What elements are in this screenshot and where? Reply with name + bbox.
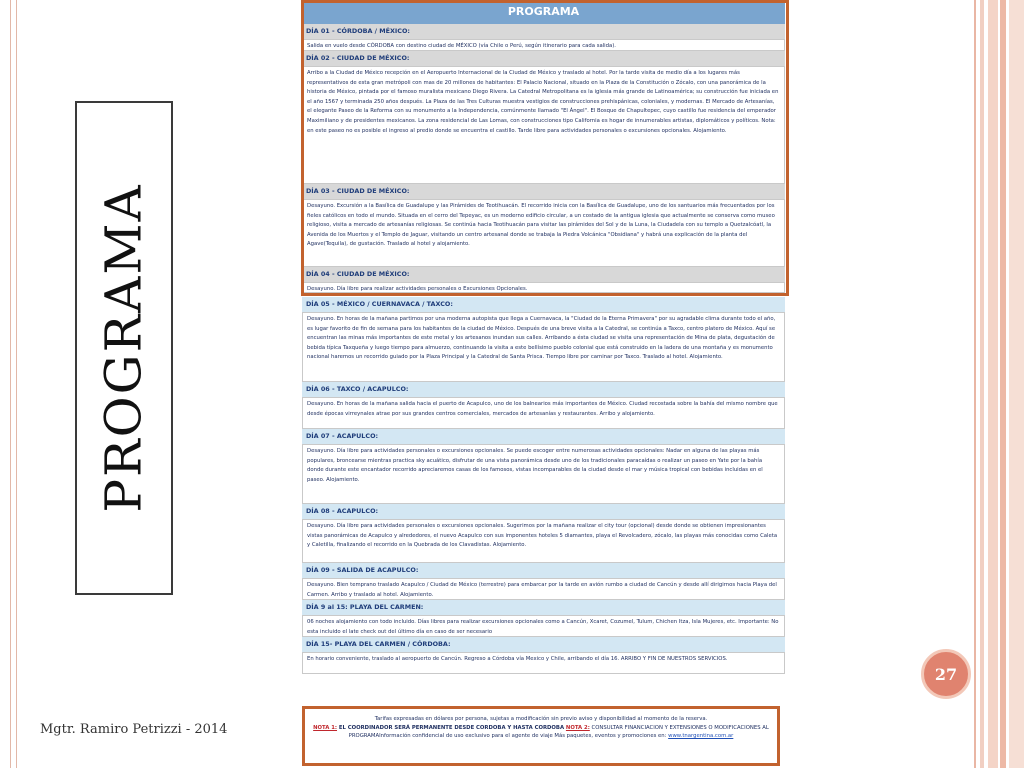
left-border-line-1 [10, 0, 11, 768]
right-stripe-2 [980, 0, 984, 768]
day-block [302, 382, 785, 429]
vertical-title: PROGRAMA [95, 183, 153, 513]
program-header: PROGRAMA [302, 0, 785, 24]
website-link[interactable]: www.tnargentina.com.ar [668, 733, 734, 740]
day-title: DÍA 04 - CIUDAD DE MÉXICO: [302, 267, 785, 282]
right-stripe-1 [974, 0, 976, 768]
day-title: DÍA 03 - CIUDAD DE MÉXICO: [302, 184, 785, 199]
day-text: Desayuno. Día libre para actividades personales o excursiones opcionales. Sugerimos por la mañana realizar el city tour (opcional) desde donde se obtienen impresionantes vistas panorámicas de Acapulco y alrededores, el nuevo Acapulco con sus imponentes hoteles 5 diamantes, playa el Revolcadero, zócalo, las playas más conocidas como Caleta y Caletilla, finalizando el recorrido en la Quebrada de los Clavadistas. Alojamiento. [302, 519, 785, 563]
day-title: DÍA 06 - TAXCO / ACAPULCO: [302, 382, 785, 397]
day-block [302, 504, 785, 563]
day-block [302, 184, 785, 267]
right-stripe-3 [988, 0, 998, 768]
nota-2-text: CONSULTAR FINANCIACION Y EXTENSIONES O MODIFICACIONES AL PROGRAMAInformación confidencial de uso exclusivo para el agente de viaje Más paquetes, eventos y promociones en: [348, 724, 769, 740]
day-title: DÍA 15- PLAYA DEL CARMEN / CÓRDOBA: [302, 637, 785, 652]
right-stripe-4 [1000, 0, 1006, 768]
day-text: 06 noches alojamiento con todo incluido. Días libres para realizar excursiones opcionales como a Cancún, Xcaret, Cozumel, Tulum, Chichen Itza, Isla Mujeres, etc. Importante: No esta incluido el late check out del último día en caso de ser necesario [302, 615, 785, 637]
program-document [298, 0, 789, 768]
notes-line-1: Tarifas expresadas en dólares por persona, sujetas a modificación sin previo aviso y disponibilidad al momento de la reserva. [374, 716, 708, 722]
day-title: DÍA 08 - ACAPULCO: [302, 504, 785, 519]
notes-box [302, 706, 780, 766]
day-block [302, 51, 785, 184]
day-title: DÍA 07 - ACAPULCO: [302, 429, 785, 444]
day-text: Salida en vuelo desde CÓRDOBA con destino ciudad de MÉXICO (vía Chile o Perú, según itinerario para cada salida). [302, 39, 785, 51]
day-block [302, 267, 785, 293]
day-text: Desayuno. En horas de la mañana salida hacia el puerto de Acapulco, uno de los balnearios más importantes de México. Ciudad recostada sobre la bahía del mismo nombre que desde épocas virreynales atrae por sus grandes centros comerciales, mercados de artesanías y restaurantes. Arribo y alojamiento. [302, 397, 785, 429]
nota-1-text: EL COORDINADOR SERÁ PERMANENTE DESDE CORDOBA Y HASTA CORDOBA [337, 724, 566, 731]
day-title: DÍA 02 - CIUDAD DE MÉXICO: [302, 51, 785, 66]
nota-1-label: NOTA 1: [313, 724, 338, 731]
day-text: En horario conveniente, traslado al aeropuerto de Cancún. Regreso a Córdoba vía Mexico y Chile, arribando el día 16. ARRIBO Y FIN DE NUESTROS SERVICIOS. [302, 652, 785, 674]
day-text: Desayuno. Día libre para actividades personales o excursiones opcionales. Se puede escoger entre numerosas actividades opcionales: Nadar en alguna de las playas más populares, broncearse mientras practica sky acuático, disfrutar de una vista panorámica desde uno de los tradicionales paracaídas o realizar un paseo en Yate por la bahía donde durante este encantador recorrido apreciaremos casas de los famosos, vistas incomparables de la ciudad desde el mar y música tropical con bebidas incluidas en el paseo. Alojamiento. [302, 444, 785, 504]
day-block [302, 637, 785, 674]
day-title: DÍA 05 - MÉXICO / CUERNAVACA / TAXCO: [302, 297, 785, 312]
day-title: DÍA 01 - CÓRDOBA / MÉXICO: [302, 24, 785, 39]
day-block [302, 563, 785, 600]
day-block [302, 24, 785, 51]
day-block [302, 429, 785, 504]
day-text: Desayuno. Bien temprano traslado Acapulco / Ciudad de México (terrestre) para embarcar por la tarde en avión rumbo a ciudad de Cancún y desde allí dirigirnos hacia Playa del Carmen. Arribo y traslado al hotel. Alojamiento. [302, 578, 785, 600]
day-text: Desayuno. Excursión a la Basílica de Guadalupe y las Pirámides de Teotihuacán. El recorrido inicia con la Basílica de Guadalupe, uno de los santuarios más frecuentados por los fieles católicos en todo el mundo. Situada en el cerro del Tepeyac, es un moderno edificio circular, a un costado de la antigua iglesia que actualmente se conserva como museo religioso, visita a mercado de artesanías religiosas. Se continúa hacia Teotihuacán para visitar las pirámides del Sol y de la Luna, la Ciudadela con su templo a Quetzalcóatl, la Avenida de los Muertos y el Templo de Jaguar, visitando un centro artesanal donde se trabaja la Piedra Volcánica "Obsidiana" y habrá una explicación de la planta del Agave(Tequila), de gustación. Traslado al hotel y alojamiento. [302, 199, 785, 267]
page-number: 27 [934, 664, 958, 684]
day-text: Desayuno. En horas de la mañana partimos por una moderna autopista que llega a Cuernavaca, la "Ciudad de la Eterna Primavera" por su agradable clima durante todo el año, es lugar favorito de fin de semana para los habitantes de la ciudad de México. Después de una breve visita a la Catedral, se continúa a Taxco, centro platero de México. Aquí se encuentran las minas más importantes de este metal y los artesanos inundan sus calles. Arribando a ésta ciudad se visita una representación de Mina de plata, degustación de bebida típica Taxqueña y luego tiempo para almuerzo, continuando la visita a este bellísimo pueblo colonial que está construido en la ladera de una montaña y es monumento nacional haremos un recorrido guiado por la Plaza Principal y la Catedral de Santa Prisca. Tiempo libre por caminar por Taxco. Traslado al hotel. Alojamiento. [302, 312, 785, 382]
day-block [302, 297, 785, 382]
page-number-badge [921, 649, 971, 699]
right-stripe-5 [1009, 0, 1024, 768]
day-block [302, 600, 785, 637]
nota-2-label: NOTA 2: [565, 724, 590, 731]
day-text: Arribo a la Ciudad de México recepción en el Aeropuerto Internacional de la Ciudad de México y traslado al hotel. Por la tarde visita de medio día a los lugares más representativos de esta gran metrópoli con mas de 20 millones de habitantes: El Palacio Nacional, situado en la Plaza de la Constitución o Zócalo, con una panorámica de la historia de México, pintada por el famoso muralista mexicano Diego Rivera. La Catedral Metropolitana es la iglesia más grande de Latinoamérica; su construcción fue iniciada en el año 1567 y terminada 250 años después. La Plaza de las Tres Culturas muestra vestigios de construcciones prehispánicas, coloniales, y modernas. El Mercado de Artesanías, el elegante Paseo de la Reforma con su monumento a la Independencia, comúnmente llamado "El Ángel". El Bosque de Chapultepec, cuyo castillo fue residencia del emperador Maximiliano y de presidentes mexicanos. La zona residencial de Las Lomas, con construcciones tipo California es hogar de innumerables artistas, diplomáticos y políticos. Nota: en este paseo no es posible el ingreso al predio donde se encuentra el castillo. Tarde libre para actividades personales o excursiones opcionales. Alojamiento. [302, 66, 785, 184]
day-title: DÍA 9 al 15: PLAYA DEL CARMEN: [302, 600, 785, 615]
day-title: DÍA 09 - SALIDA DE ACAPULCO: [302, 563, 785, 578]
day-text: Desayuno. Día libre para realizar actividades personales o Excursiones Opcionales. [302, 282, 785, 293]
footer-author: Mgtr. Ramiro Petrizzi - 2014 [40, 722, 228, 737]
vertical-title-box [75, 101, 173, 595]
left-border-line-2 [16, 0, 17, 768]
